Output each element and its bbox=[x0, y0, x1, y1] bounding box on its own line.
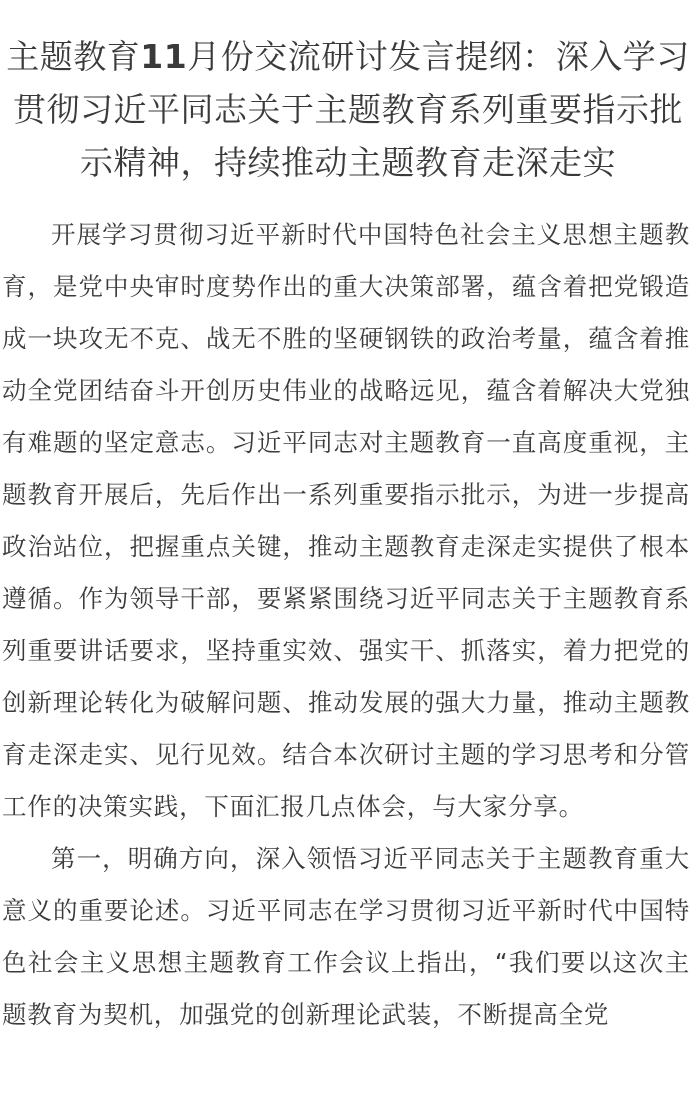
paragraph-intro: 开展学习贯彻习近平新时代中国特色社会主义思想主题教育，是党中央审时度势作出的重大决策部署，蕴含着把党锻造成一块攻无不克、战无不胜的坚硬钢铁的政治考量，蕴含着推动全党团结奋斗开创历史伟业的战略远见，蕴含着解决大党独有难题的坚定意志。习近平同志对主题教育一直高度重视，主题教育开展后，先后作出一系列重要指示批示，为进一步提高政治站位，把握重点关键，推动主题教育走深走实提供了根本遵循。作为领导干部，要紧紧围绕习近平同志关于主题教育系列重要讲话要求，坚持重实效、强实干、抓落实，着力把党的创新理论转化为破解问题、推动发展的强大力量，推动主题教育走深走实、见行见效。结合本次研讨主题的学习思考和分管工作的决策实践，下面汇报几点体会，与大家分享。 bbox=[2, 220, 690, 821]
title-rest: 月份交流研讨发言提纲：深入学习贯彻习近平同志关于主题教育系列重要指示批示精神，持续推动主题教育走深走实 bbox=[13, 37, 690, 182]
paragraph-first-point: 第一，明确方向，深入领悟习近平同志关于主题教育重大意义的重要论述。习近平同志在学习贯彻习近平新时代中国特色社会主义思想主题教育工作会议上指出，“我们要以这次主题教育为契机，加强党的创新理论武装，不断提高全党 bbox=[2, 844, 690, 1029]
article-title bbox=[4, 30, 692, 189]
title-number: 11 bbox=[140, 37, 188, 76]
article-body bbox=[2, 209, 690, 1041]
title-prefix: 主题教育 bbox=[6, 37, 141, 76]
